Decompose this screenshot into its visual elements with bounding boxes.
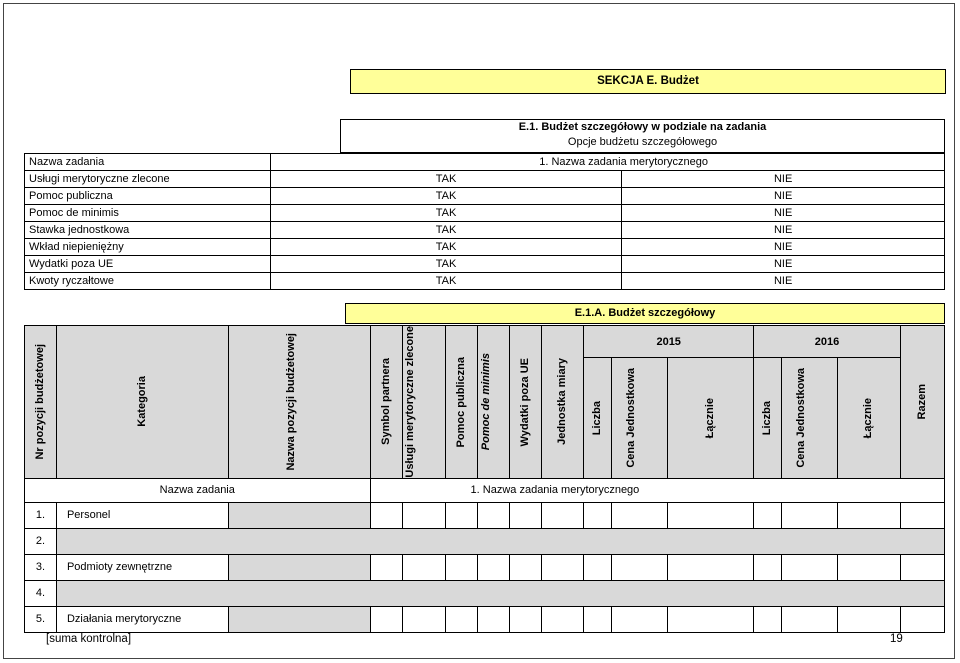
row-nr: 2.: [25, 528, 57, 554]
header-cena-text: Cena Jednostkowa: [624, 368, 637, 468]
header-razem-text: Razem: [915, 384, 928, 420]
budget-table: [24, 325, 945, 633]
cell[interactable]: [612, 502, 668, 528]
cell[interactable]: [668, 554, 754, 580]
cell[interactable]: [510, 606, 542, 632]
cell[interactable]: [510, 554, 542, 580]
option-no[interactable]: NIE: [622, 205, 945, 222]
cell[interactable]: [838, 554, 901, 580]
header-liczba-text: Liczba: [761, 400, 774, 436]
cell[interactable]: [510, 502, 542, 528]
option-yes[interactable]: TAK: [270, 171, 622, 188]
option-no[interactable]: NIE: [622, 239, 945, 256]
header-year-2015: 2015: [584, 326, 754, 358]
header-kategoria-text: Kategoria: [135, 376, 148, 428]
cell[interactable]: [446, 502, 478, 528]
cell[interactable]: [612, 554, 668, 580]
header-deminimis: [478, 326, 510, 479]
header-kategoria: [56, 326, 228, 479]
option-label: Stawka jednostkowa: [25, 222, 271, 239]
options-name-label: Nazwa zadania: [25, 154, 271, 171]
task-name-row: [25, 478, 945, 502]
budget-row: [25, 528, 945, 554]
cell[interactable]: [542, 554, 584, 580]
header-cena-text: Cena Jednostkowa: [794, 368, 807, 468]
options-row: [25, 205, 945, 222]
row-kategoria: Działania merytoryczne: [56, 606, 228, 632]
cell[interactable]: [228, 502, 370, 528]
header-lacznie-2015: [668, 358, 754, 478]
header-liczba-text: Liczba: [591, 400, 604, 436]
options-row: [25, 239, 945, 256]
row-nr: 4.: [25, 580, 57, 606]
cell[interactable]: [584, 554, 612, 580]
option-label: Pomoc de minimis: [25, 205, 271, 222]
cell[interactable]: [542, 502, 584, 528]
cell[interactable]: [782, 554, 838, 580]
cell[interactable]: [900, 502, 944, 528]
e1-header: [340, 119, 945, 153]
header-lacznie-text: Łącznie: [704, 397, 717, 439]
row-gray-span: [56, 528, 944, 554]
cell[interactable]: [668, 502, 754, 528]
budget-row: [25, 606, 945, 632]
options-row: [25, 171, 945, 188]
header-wydatki-text: Wydatki poza UE: [519, 357, 532, 447]
page-number: 19: [890, 633, 903, 645]
option-label: Kwoty ryczałtowe: [25, 273, 271, 290]
option-label: Pomoc publiczna: [25, 188, 271, 205]
cell[interactable]: [900, 606, 944, 632]
cell[interactable]: [402, 606, 446, 632]
cell[interactable]: [402, 554, 446, 580]
options-row: [25, 188, 945, 205]
e1-subtitle: Opcje budżetu szczegółowego: [567, 136, 718, 148]
options-name-row: [25, 154, 945, 171]
cell[interactable]: [228, 554, 370, 580]
cell[interactable]: [478, 606, 510, 632]
cell[interactable]: [900, 554, 944, 580]
checksum-label: [suma kontrolna]: [46, 633, 132, 645]
cell[interactable]: [754, 606, 782, 632]
cell[interactable]: [478, 554, 510, 580]
cell[interactable]: [668, 606, 754, 632]
cell[interactable]: [228, 606, 370, 632]
cell[interactable]: [370, 554, 402, 580]
header-razem: [900, 326, 944, 479]
option-no[interactable]: NIE: [622, 188, 945, 205]
header-uslugi: [402, 326, 446, 479]
header-symbol: [370, 326, 402, 479]
option-yes[interactable]: TAK: [270, 239, 622, 256]
header-nazwa-text: Nazwa pozycji budżetowej: [285, 333, 298, 471]
cell[interactable]: [838, 502, 901, 528]
cell[interactable]: [782, 502, 838, 528]
header-lacznie-text: Łącznie: [862, 397, 875, 439]
header-jednostka: [542, 326, 584, 479]
options-row: [25, 256, 945, 273]
budget-row: [25, 502, 945, 528]
option-no[interactable]: NIE: [622, 273, 945, 290]
cell[interactable]: [782, 606, 838, 632]
cell[interactable]: [754, 502, 782, 528]
cell[interactable]: [584, 502, 612, 528]
e1a-title: E.1.A. Budżet szczegółowy: [345, 303, 945, 324]
option-label: Usługi merytoryczne zlecone: [25, 171, 271, 188]
options-row: [25, 273, 945, 290]
budget-row: [25, 580, 945, 606]
option-no[interactable]: NIE: [622, 256, 945, 273]
header-cena-2015: [612, 358, 668, 478]
option-yes[interactable]: TAK: [270, 222, 622, 239]
option-label: Wkład niepieniężny: [25, 239, 271, 256]
section-title: SEKCJA E. Budżet: [350, 69, 946, 94]
header-uslugi-text: Usługi merytoryczne zlecone: [403, 326, 416, 478]
header-lacznie-2016: [838, 358, 901, 478]
cell[interactable]: [402, 502, 446, 528]
option-yes[interactable]: TAK: [270, 273, 622, 290]
cell[interactable]: [542, 606, 584, 632]
option-yes[interactable]: TAK: [270, 205, 622, 222]
budget-row: [25, 554, 945, 580]
cell[interactable]: [478, 502, 510, 528]
cell[interactable]: [754, 554, 782, 580]
header-deminimis-text: Pomoc de minimis: [479, 353, 492, 451]
row-nr: 5.: [25, 606, 57, 632]
header-jednostka-text: Jednostka miary: [556, 358, 569, 446]
row-nr: 1.: [25, 502, 57, 528]
option-no[interactable]: NIE: [622, 171, 945, 188]
row-kategoria: Podmioty zewnętrzne: [56, 554, 228, 580]
option-label: Wydatki poza UE: [25, 256, 271, 273]
cell[interactable]: [838, 606, 901, 632]
options-table: [24, 153, 945, 290]
row-kategoria: Personel: [56, 502, 228, 528]
cell[interactable]: [370, 502, 402, 528]
cell[interactable]: [370, 606, 402, 632]
option-yes[interactable]: TAK: [270, 188, 622, 205]
e1-title: E.1. Budżet szczegółowy w podziale na zadania: [518, 121, 767, 133]
header-liczba-2016: [754, 358, 782, 478]
cell[interactable]: [446, 606, 478, 632]
option-yes[interactable]: TAK: [270, 256, 622, 273]
option-no[interactable]: NIE: [622, 222, 945, 239]
header-year-2016: 2016: [754, 326, 901, 358]
header-nr: [25, 326, 57, 479]
header-wydatki: [510, 326, 542, 479]
row-gray-span: [56, 580, 944, 606]
header-cena-2016: [782, 358, 838, 478]
cell[interactable]: [612, 606, 668, 632]
budget-name-label: Nazwa zadania: [25, 478, 371, 502]
options-row: [25, 222, 945, 239]
row-nr: 3.: [25, 554, 57, 580]
header-nazwa: [228, 326, 370, 479]
budget-task-name: 1. Nazwa zadania merytorycznego: [370, 478, 944, 502]
header-nr-text: Nr pozycji budżetowej: [33, 344, 46, 460]
header-symbol-text: Symbol partnera: [379, 358, 392, 446]
header-pomoc-text: Pomoc publiczna: [455, 356, 468, 448]
header-pomoc: [446, 326, 478, 479]
cell[interactable]: [584, 606, 612, 632]
header-liczba-2015: [584, 358, 612, 478]
cell[interactable]: [446, 554, 478, 580]
options-task-name: 1. Nazwa zadania merytorycznego: [270, 154, 944, 171]
